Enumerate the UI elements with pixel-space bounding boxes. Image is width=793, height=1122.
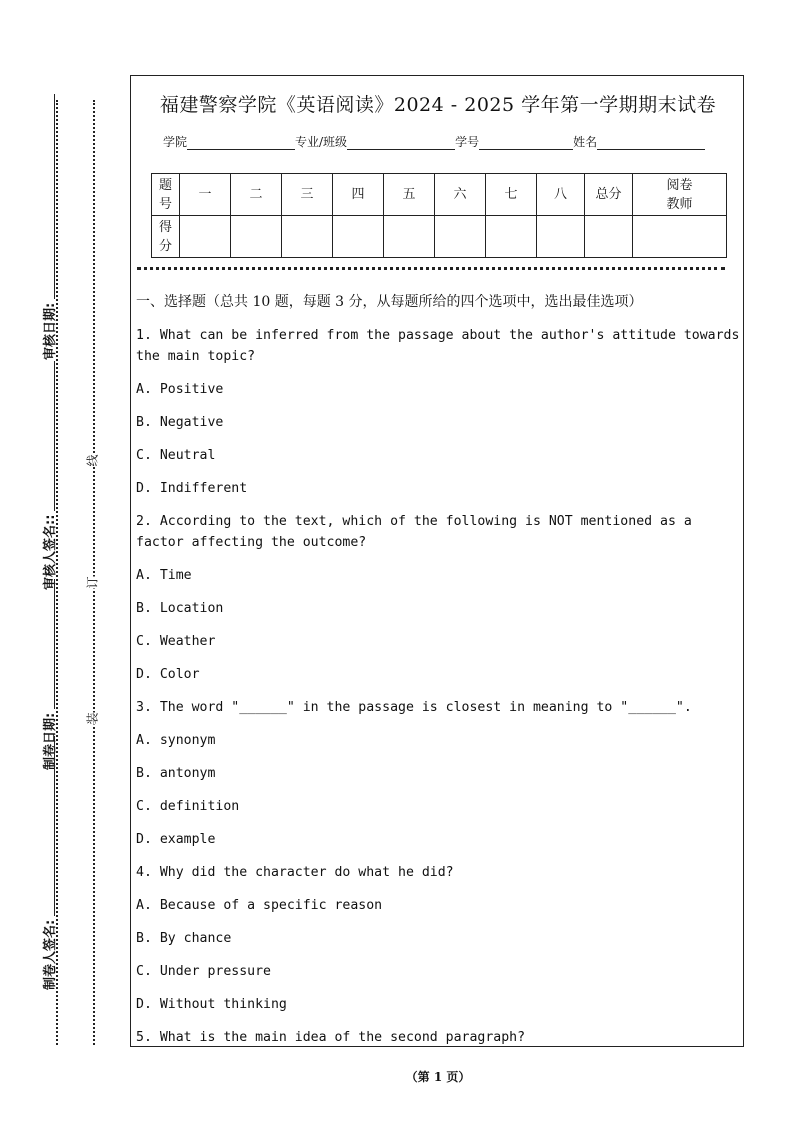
score-cell[interactable] (435, 216, 486, 258)
question-text: 2. According to the text, which of the following is NOT mentioned as a factor affecting the outcome? (136, 514, 692, 550)
score-cell[interactable] (231, 216, 282, 258)
header-cell-label: 阅卷 教师 (666, 177, 693, 212)
option-item: C. Neutral (136, 448, 216, 463)
option-item: D. Without thinking (136, 997, 287, 1012)
score-cell[interactable] (585, 216, 633, 258)
name-blank[interactable] (597, 137, 705, 150)
score-header-cell: 五 (384, 174, 435, 216)
score-cell[interactable] (333, 216, 384, 258)
option-item: D. Indifferent (136, 481, 248, 496)
question-block (136, 862, 742, 1015)
binding-char-ding: 订 (82, 576, 103, 588)
option-item: A. Time (136, 568, 192, 583)
score-cell[interactable] (384, 216, 435, 258)
question-block (136, 697, 742, 850)
binding-margin (0, 0, 125, 1122)
option-item: D. example (136, 832, 216, 847)
college-blank[interactable] (187, 137, 295, 150)
header-cell-label: 题 号 (158, 177, 172, 212)
review-date-line[interactable] (42, 94, 55, 299)
score-header-cell: 一 (180, 174, 231, 216)
score-cell[interactable] (282, 216, 333, 258)
score-header-cell: 三 (282, 174, 333, 216)
option-item: B. Location (136, 601, 224, 616)
option-item: C. Weather (136, 634, 216, 649)
question-text: 1. What can be inferred from the passage about the author's attitude towards the main topic? (136, 328, 740, 364)
option-item: A. Because of a specific reason (136, 898, 383, 913)
reviewer-signature-line[interactable] (42, 361, 55, 511)
page-number: （第 1 页） (405, 1070, 471, 1084)
question-text: 5. What is the main idea of the second paragraph? (136, 1030, 526, 1045)
question-block (136, 325, 742, 499)
paper-date-label: 制卷日期: (43, 712, 58, 770)
dotted-separator (137, 267, 725, 270)
score-header-cell (152, 174, 180, 216)
option-item: B. Negative (136, 415, 224, 430)
score-row-label (152, 216, 180, 258)
score-header-cell: 总分 (585, 174, 633, 216)
option-item: B. antonym (136, 766, 216, 781)
review-date-label: 审核日期: (43, 302, 58, 360)
score-cell[interactable] (180, 216, 231, 258)
question-text: 4. Why did the character do what he did? (136, 865, 454, 880)
score-cell[interactable] (633, 216, 727, 258)
score-header-cell (633, 174, 727, 216)
name-label: 姓名 (573, 135, 598, 149)
question-text: 3. The word "______" in the passage is closest in meaning to "______". (136, 700, 692, 715)
major-class-label: 专业/班级 (295, 135, 348, 149)
score-header-cell: 六 (435, 174, 486, 216)
exam-content (136, 292, 742, 1060)
score-table-score-row (152, 216, 727, 258)
score-header-cell: 四 (333, 174, 384, 216)
paper-maker-signature-line[interactable] (42, 736, 55, 916)
score-table-header-row (152, 174, 727, 216)
college-label: 学院 (163, 135, 188, 149)
student-info-row (163, 133, 705, 150)
score-cell[interactable] (486, 216, 537, 258)
student-id-blank[interactable] (479, 137, 573, 150)
paper-date-line[interactable] (42, 579, 55, 709)
score-cell[interactable] (537, 216, 585, 258)
exam-frame (130, 75, 744, 1047)
score-row-label-text: 得 分 (158, 219, 172, 254)
option-item: A. Positive (136, 382, 224, 397)
score-header-cell: 八 (537, 174, 585, 216)
section-heading: 一、选择题（总共 10 题，每题 3 分，从每题所给的四个选项中，选出最佳选项） (136, 294, 643, 310)
option-item: C. Under pressure (136, 964, 271, 979)
option-item: D. Color (136, 667, 200, 682)
score-header-cell: 二 (231, 174, 282, 216)
binding-char-zhuang: 装 (82, 712, 103, 724)
student-id-label: 学号 (455, 135, 480, 149)
option-item: C. definition (136, 799, 240, 814)
score-table (151, 173, 727, 258)
binding-dotted-line-inner (93, 100, 95, 1045)
option-item: B. By chance (136, 931, 232, 946)
exam-title: 福建警察学院《英语阅读》2024 - 2025 学年第一学期期末试卷 (159, 94, 717, 116)
option-item: A. synonym (136, 733, 216, 748)
reviewer-signature-label: 审核人签名:: (43, 514, 58, 590)
question-block (136, 511, 742, 685)
major-class-blank[interactable] (347, 137, 455, 150)
paper-maker-signature-label: 制卷人签名: (43, 919, 58, 990)
score-header-cell: 七 (486, 174, 537, 216)
binding-char-xian: 线 (82, 454, 103, 466)
question-block (136, 1027, 742, 1048)
